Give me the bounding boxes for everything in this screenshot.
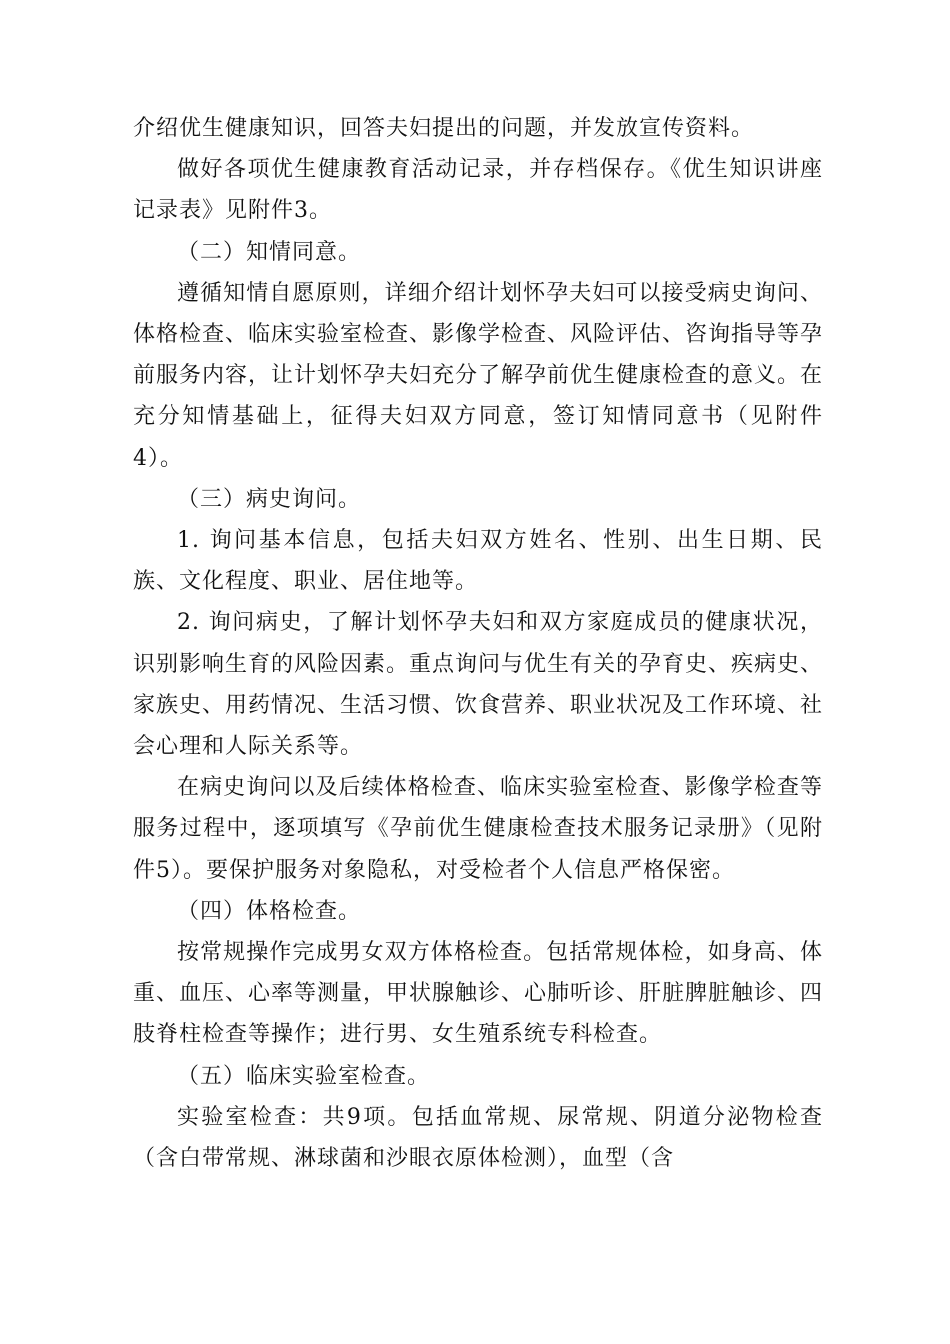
paragraph-service-record: 在病史询问以及后续体格检查、临床实验室检查、影像学检查等服务过程中，逐项填写《孕前优生健康检查技术服务记录册》（见附件5）。要保护服务对象隐私，对受检者个人信息严格保密。: [133, 775, 823, 883]
paragraph-informed-consent: 遵循知情自愿原则，详细介绍计划怀孕夫妇可以接受病史询问、体格检查、临床实验室检查、影像学检查、风险评估、咨询指导等孕前服务内容，让计划怀孕夫妇充分了解孕前优生健康检查的意义。在充分知情基础上，征得夫妇双方同意，签订知情同意书（见附件4）。: [133, 280, 824, 471]
paragraph-physical-exam: 按常规操作完成男女双方体格检查。包括常规体检，如身高、体重、血压、心率等测量，甲状腺触诊、心肺听诊、肝脏脾脏触诊、四肢脊柱检查等操作；进行男、女生殖系统专科检查。: [133, 940, 824, 1048]
paragraph-continued: 介绍优生健康知识，回答夫妇提出的问题，并发放宣传资料。: [133, 116, 755, 141]
paragraph-lab-tests: 实验室检查：共9项。包括血常规、尿常规、阴道分泌物检查（含白带常规、淋球菌和沙眼衣原体检测），血型（含: [133, 1104, 823, 1172]
paragraph-record-keeping: 做好各项优生健康教育活动记录，并存档保存。《优生知识讲座记录表》见附件3。: [133, 157, 823, 224]
paragraph-basic-info: 1. 询问基本信息，包括夫妇双方姓名、性别、出生日期、民族、文化程度、职业、居住地等。: [133, 528, 823, 595]
paragraph-medical-history: 2. 询问病史，了解计划怀孕夫妇和双方家庭成员的健康状况，识别影响生育的风险因素。重点询问与优生有关的孕育史、疾病史、家族史、用药情况、生活习惯、饮食营养、职业状况及工作环境、社会心理和人际关系等。: [133, 610, 824, 760]
section-heading-medical-history: （三）病史询问。: [177, 486, 362, 512]
document-body: [133, 108, 823, 1179]
section-heading-physical-exam: （四）体格检查。: [177, 898, 362, 924]
section-heading-informed-consent: （二）知情同意。: [177, 239, 362, 265]
section-heading-lab-tests: （五）临床实验室检查。: [177, 1063, 431, 1089]
